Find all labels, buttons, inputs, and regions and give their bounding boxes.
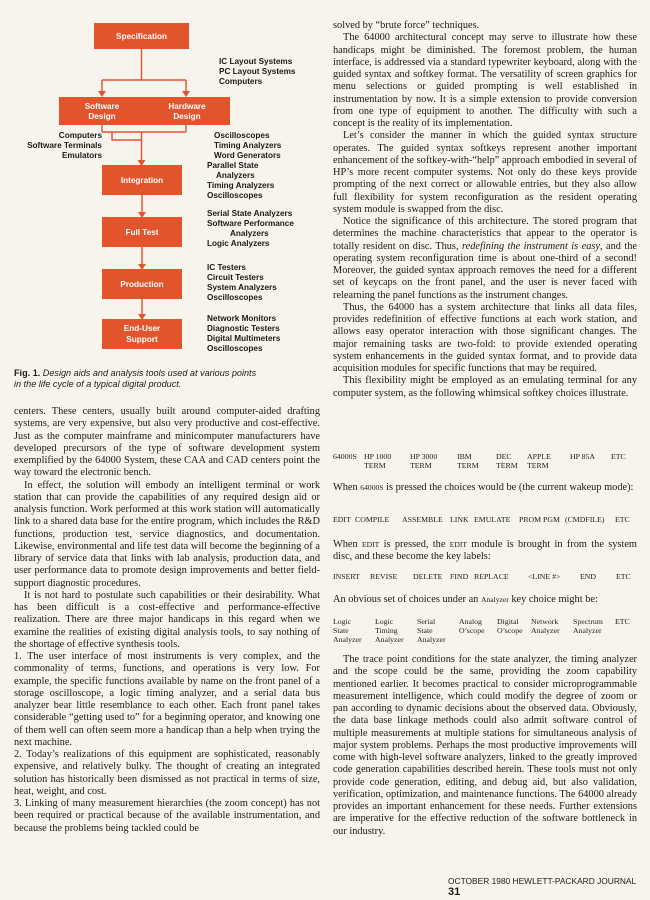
key-name: 64000S	[360, 483, 384, 492]
text: When	[333, 482, 361, 493]
end-user-tool-4: Oscilloscopes	[207, 344, 263, 353]
text: Notice the significance of this architecture. The stored program that determines the machine characteristics that appear to the operator is totally resident on disc. Thus,	[333, 216, 637, 252]
hardware-tool-3: Word Generators	[214, 151, 281, 160]
softkey-label: Analyzer	[531, 626, 560, 635]
softkey-label: O’scope	[459, 626, 485, 635]
arrow-spec-to-design	[102, 49, 186, 94]
paragraph: Let’s consider the manner in which the guided syntax structure operates. The guided syntax softkeys represent another important enhancement of the softkey-with-“help” approach embodied in several of HP’s more recent computer systems. Not only do these keys provide prompting of the next correct or allowable entries, but they also allow full flexibility for system reconfiguration as the resident operating system module is swapped from the disc.	[333, 130, 637, 215]
softkey-label: DEC	[496, 452, 512, 461]
key-name: EDIT	[449, 540, 468, 549]
full-test-tool-3: Analyzers	[230, 229, 269, 238]
full-test-label: Full Test	[125, 228, 159, 237]
softkey-label: TERM	[410, 461, 432, 470]
integration-tool-2: Analyzers	[216, 171, 255, 180]
softkey-label: State	[417, 626, 433, 635]
production-tool-1: IC Testers	[207, 263, 246, 272]
software-tool-3: Emulators	[61, 151, 102, 160]
softkey-label: Logic	[333, 617, 352, 626]
softkey-row-edit	[333, 572, 637, 584]
softkey-label: PROM PGM	[519, 515, 560, 524]
softkey-row-analyzer	[333, 617, 637, 647]
softkey-label: (CMDFILE)	[565, 515, 605, 524]
softkey-label: State	[333, 626, 349, 635]
paragraph	[333, 482, 637, 494]
softkey-label: APPLE	[527, 452, 551, 461]
softkey-label: EMULATE	[474, 515, 511, 524]
text: is pressed, the	[379, 539, 450, 550]
softkey-label: EDIT	[333, 515, 351, 524]
end-user-support-label: End-User	[123, 324, 161, 333]
paragraph	[333, 594, 637, 606]
production-tool-3: System Analyzers	[207, 283, 277, 292]
softkey-label: Analyzer	[375, 635, 404, 644]
full-test-tool-4: Logic Analyzers	[207, 239, 270, 248]
softkey-label: Network	[531, 617, 559, 626]
softkey-label: DELETE	[413, 572, 443, 581]
end-user-tool-3: Digital Multimeters	[207, 334, 281, 343]
production-tool-2: Circuit Testers	[207, 273, 264, 282]
softkey-label: IBM	[457, 452, 472, 461]
paragraph: Thus, the 64000 has a system architecture that links all data files, provides redefinition of effective functions at each work station, and allows easy operator interaction with those significant changes. The major remaining tasks are two-fold: to provide extended operating system enhancements in the guided syntax format, and to provide data acquisition modules for specific functions that may be required.	[333, 301, 637, 374]
softkey-label: Analog	[459, 617, 482, 626]
softkey-label: TERM	[364, 461, 386, 470]
softkey-label: LINK	[450, 515, 469, 524]
full-test-tool-2: Software Performance	[207, 219, 294, 228]
softkey-label: FIND	[450, 572, 469, 581]
page-number: 31	[448, 886, 461, 898]
caption-label: Fig. 1.	[14, 368, 41, 378]
softkey-label: Analyzer	[417, 635, 446, 644]
softkey-label: ETC	[616, 572, 631, 581]
end-user-tool-2: Diagnostic Testers	[207, 324, 280, 333]
paragraph: The 64000 architectural concept may serve to illustrate how these handicaps might be diminished. The foremost problem, the human interface, is addressed via a standard typewriter keyboard, along with the guided syntax and softkey format. The versatility of screen graphics for menu selections or guided prompting is well established in instrumentation by now. It is a simple extension to provide conversion from one type of equipment to another. The difficulty with such a concept is the reality of its implementation.	[333, 32, 637, 129]
caption-text: Design aids and analysis tools used at various points	[40, 368, 257, 378]
softkey-label: HP 3000	[410, 452, 438, 461]
softkey-label: ASSEMBLE	[402, 515, 443, 524]
text: module is brought in from the system disc, and these become the key labels:	[333, 539, 637, 563]
softkey-label: ETC	[611, 452, 626, 461]
key-name: EDIT	[362, 540, 380, 549]
end-user-support-label: Support	[126, 335, 158, 344]
software-design-label: Software	[84, 102, 120, 111]
integration-tool-1: Parallel State	[207, 161, 259, 170]
right-column-top	[333, 20, 637, 400]
paragraph: This flexibility might be employed as an emulating terminal for any computer system, as the following whimsical softkey choices illustrate.	[333, 375, 637, 399]
softkey-label: Logic	[375, 617, 394, 626]
softkey-label: ETC	[615, 515, 630, 524]
hardware-tool-1: Oscilloscopes	[214, 131, 270, 140]
paragraph	[333, 539, 637, 564]
softkey-label: Serial	[417, 617, 436, 626]
production-label: Production	[120, 280, 164, 289]
softkey-label: Analyzer	[573, 626, 602, 635]
softkey-label: HP 1000	[364, 452, 392, 461]
softkey-row-terminals	[333, 452, 637, 472]
softkey-label: TERM	[527, 461, 549, 470]
left-column	[14, 406, 320, 835]
softkey-label: TERM	[457, 461, 479, 470]
text: , and the operating system reconfiguration time is about one-third of a second! Moreover, the guided syntax approach removes the need for a different set of keycaps on the front panel, and the user is never faced with relearning the panel functions as the instrument changes.	[333, 240, 637, 301]
list-item: 2. Today’s realizations of this equipment are sophisticated, reasonably expensive, and relatively bulky. The thought of creating an integrated solution has historically been dismissed as not practical in terms of size, heat, weight, and cost.	[14, 749, 320, 797]
softkey-label: O’scope	[497, 626, 523, 635]
software-tool-2: Software Terminals	[27, 141, 102, 150]
specification-label: Specification	[116, 32, 167, 41]
list-item: 1. The user interface of most instruments is very complex, and the commonality of terms, functions, and operations is very low. For example, the specific functions available by name on the front panel of a storage oscilloscope, a logic timing analyzer, and a serial data bus analyzer bear little resemblance to each other. Each front panel takes considerable “getting used to” for a beginning operator, and knowing one of them well can often seem more a handicap than a help when trying the next machine.	[14, 651, 320, 748]
paragraph: The trace point conditions for the state analyzer, the timing analyzer and the scope could be the same, providing the zoom capability mentioned earlier. It becomes practical to consider microprogrammable measurement intelligence, which could modify the degree of zoom or pan according to dynamic decisions about the observed data. Obviously, the data base linkage methods could also admit software control of multiple measurements at multiple stations for simultaneous analysis of major system problems. Perhaps the most productive improvements will come with high-level software analyzers, linked to the greatly improved code generation capabilities described herein. These tools must not only provide code generation, editing, and debug aid, but also validation, verification, optimization, and maintenance functions. The 64000 already provides an important enhancement for these needs. Further extensions are imperative for the effective reduction of the software bottleneck in our industry.	[333, 654, 637, 837]
paragraph: solved by “brute force” techniques.	[333, 20, 480, 31]
hardware-design-label: Design	[173, 112, 201, 121]
text: is pressed the choices would be (the current wakeup mode):	[383, 482, 634, 493]
design-tool-2: PC Layout Systems	[219, 67, 296, 76]
arrow-design-to-integration	[102, 125, 186, 163]
softkey-label: <LINE #>	[528, 572, 561, 581]
softkey-label: INSERT	[333, 572, 360, 581]
caption-text: in the life cycle of a typical digital product.	[14, 379, 182, 390]
end-user-tool-1: Network Monitors	[207, 314, 277, 323]
hardware-tool-2: Timing Analyzers	[214, 141, 282, 150]
hardware-design-label: Hardware	[168, 102, 206, 111]
life-cycle-diagram	[14, 18, 320, 393]
design-tool-3: Computers	[219, 77, 263, 86]
key-name: Analyzer	[480, 595, 509, 604]
softkey-label: REPLACE	[474, 572, 509, 581]
integration-tool-3: Timing Analyzers	[207, 181, 275, 190]
softkey-label: Analyzer	[333, 635, 362, 644]
integration-tool-4: Oscilloscopes	[207, 191, 263, 200]
design-tool-1: IC Layout Systems	[219, 57, 293, 66]
paragraph: In effect, the solution will embody an intelligent terminal or work station that can provide the capabilities of any required design aid or analysis function. Work performed at this work station will automatically link to a shared data base for the entire program, which includes the R&D functions, production test, service diagnostics, and documentation. Likewise, environmental and life test data will become the beginning of a library of service data that links with lab analysis, production data, and user performance data to promote design improvements and better field-support diagnostic procedures.	[14, 479, 320, 589]
softkey-label: TERM	[496, 461, 518, 470]
software-design-label: Design	[88, 112, 116, 121]
emphasis: redefining the instrument is easy	[461, 240, 600, 252]
arrowhead	[182, 91, 190, 97]
text: key choice might be:	[508, 594, 598, 605]
production-tool-4: Oscilloscopes	[207, 293, 263, 302]
paragraph: centers. These centers, usually built around computer-aided drafting systems, are very expensive, but also very productive and cost-effective. Just as the computer mainframe and minicomputer manufacturers have developed precursors of the type of software development system exemplified by the 64000 System, these CAA and CAD centers point the way toward the electronic bench.	[14, 406, 320, 479]
text: An obvious set of choices under an	[333, 594, 481, 605]
softkey-label: END	[580, 572, 597, 581]
integration-label: Integration	[120, 176, 164, 185]
softkey-row-wakeup	[333, 515, 637, 527]
softkey-label: Spectrum	[573, 617, 603, 626]
software-tool-1: Computers	[58, 131, 102, 140]
softkey-label: Digital	[497, 617, 519, 626]
page-footer	[448, 876, 650, 898]
list-item: 3. Linking of many measurement hierarchies (the zoom concept) has not been required or practical because of the available instrumentation, and because the problems being tackled could be	[14, 798, 320, 834]
text: When	[333, 539, 363, 550]
softkey-label: 64000S	[333, 452, 357, 461]
softkey-label: ETC	[615, 617, 630, 626]
arrowhead	[98, 91, 106, 97]
softkey-label: Timing	[375, 626, 398, 635]
paragraph: It is not hard to postulate such capabilities or their desirability. What has been difficult is a cost-effective and performance-effective realization. There are three major handicaps in this regard when we examine the realities of existing digital analysis tools, to say nothing of the shortage of effective synthesis tools.	[14, 589, 320, 650]
paragraph	[333, 216, 637, 302]
softkey-label: REVISE	[370, 572, 398, 581]
journal-issue: OCTOBER 1980 HEWLETT-PACKARD JOURNAL	[448, 876, 636, 886]
full-test-tool-1: Serial State Analyzers	[207, 209, 293, 218]
figure-caption	[14, 368, 320, 391]
softkey-label: HP 85A	[570, 452, 596, 461]
softkey-label: COMPILE	[355, 515, 390, 524]
